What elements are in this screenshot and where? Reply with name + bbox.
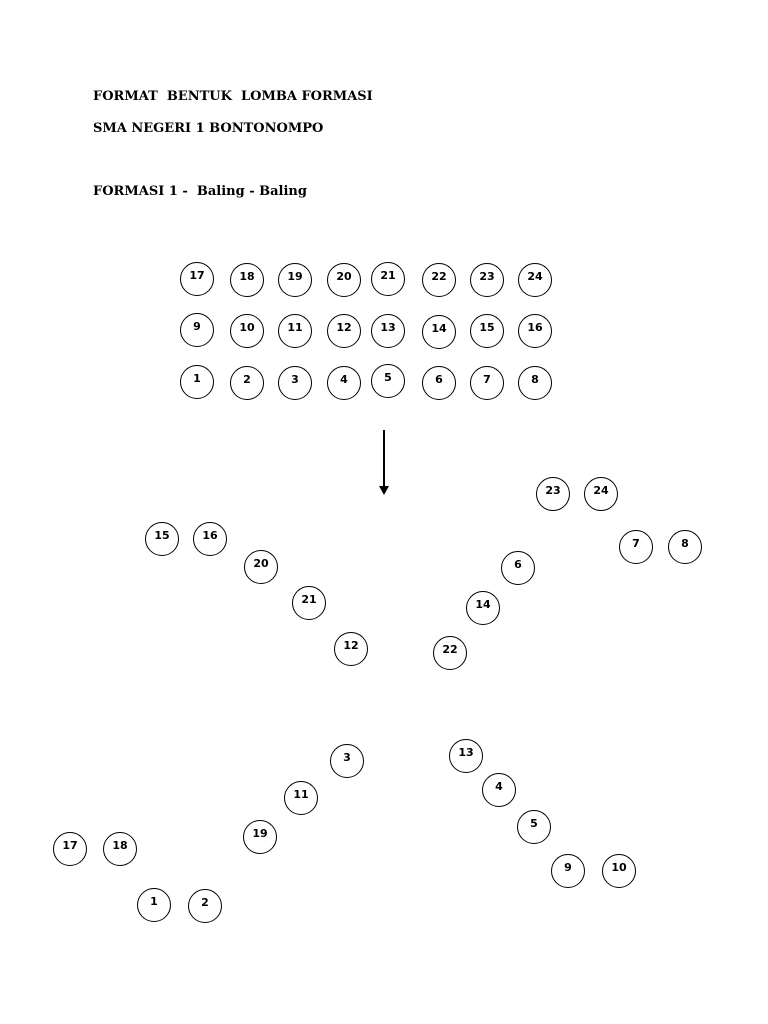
position-circle: 5 [517,810,551,844]
position-circle: 15 [470,314,504,348]
formation-title: FORMASI 1 - Baling - Baling [93,184,307,199]
position-circle: 7 [470,366,504,400]
position-circle: 9 [180,313,214,347]
position-circle: 17 [180,262,214,296]
position-circle: 4 [327,366,361,400]
position-circle: 23 [470,263,504,297]
position-circle: 7 [619,530,653,564]
position-circle: 2 [188,889,222,923]
position-circle: 20 [244,550,278,584]
position-circle: 12 [334,632,368,666]
position-circle: 22 [422,263,456,297]
position-circle: 9 [551,854,585,888]
position-circle: 1 [180,365,214,399]
position-circle: 23 [536,477,570,511]
position-circle: 2 [230,366,264,400]
position-circle: 18 [103,832,137,866]
position-circle: 8 [668,530,702,564]
position-circle: 22 [433,636,467,670]
position-circle: 19 [278,263,312,297]
position-circle: 6 [501,551,535,585]
position-circle: 4 [482,773,516,807]
position-circle: 21 [292,586,326,620]
position-circle: 17 [53,832,87,866]
position-circle: 1 [137,888,171,922]
position-circle: 16 [193,522,227,556]
title-line-1: FORMAT BENTUK LOMBA FORMASI [93,89,373,104]
position-circle: 3 [330,744,364,778]
position-circle: 24 [584,477,618,511]
position-circle: 12 [327,314,361,348]
position-circle: 14 [422,315,456,349]
position-circle: 5 [371,364,405,398]
position-circle: 11 [284,781,318,815]
position-circle: 11 [278,314,312,348]
position-circle: 14 [466,591,500,625]
position-circle: 13 [371,314,405,348]
position-circle: 15 [145,522,179,556]
position-circle: 8 [518,366,552,400]
title-line-2: SMA NEGERI 1 BONTONOMPO [93,121,324,136]
down-arrow-icon [374,430,394,498]
position-circle: 20 [327,263,361,297]
position-circle: 3 [278,366,312,400]
position-circle: 13 [449,739,483,773]
position-circle: 19 [243,820,277,854]
position-circle: 10 [230,314,264,348]
position-circle: 21 [371,262,405,296]
position-circle: 10 [602,854,636,888]
position-circle: 18 [230,263,264,297]
position-circle: 16 [518,314,552,348]
position-circle: 6 [422,366,456,400]
position-circle: 24 [518,263,552,297]
